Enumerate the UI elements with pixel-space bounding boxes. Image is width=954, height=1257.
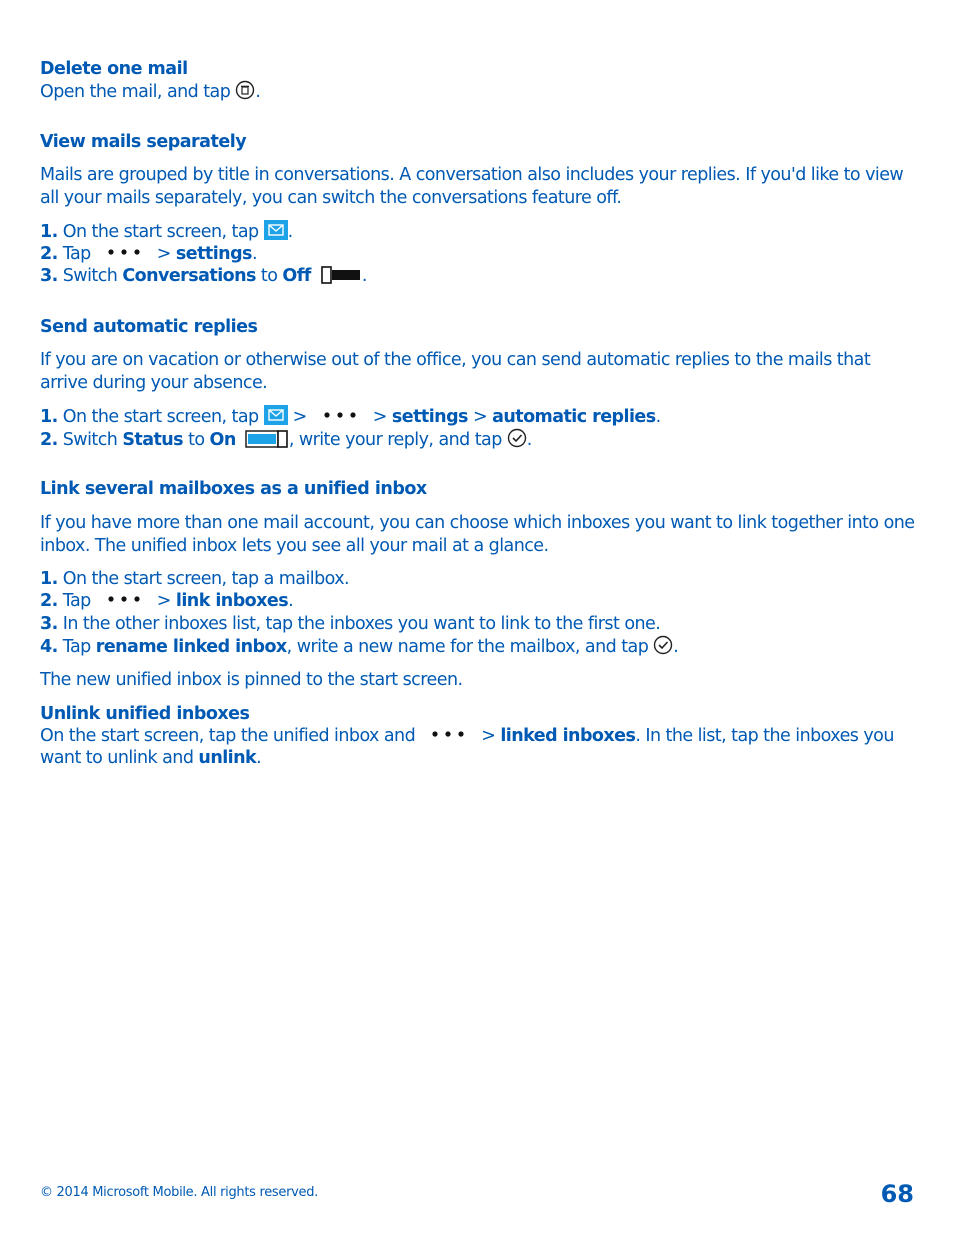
checkmark-icon [653, 635, 673, 655]
settings-link: settings [175, 244, 252, 264]
arrow-separator: > [156, 244, 171, 264]
rename-linked-inbox-label: rename linked inbox [95, 637, 287, 657]
view-step-2 [40, 243, 920, 266]
step-period: . [361, 266, 367, 286]
unlink-text: On the start screen, tap the unified inbox and [40, 726, 416, 746]
auto-step-2 [40, 428, 920, 452]
link-step-2 [40, 590, 920, 613]
step-text: , write a new name for the mailbox, and tap [286, 637, 649, 657]
heading-view-mails-separately: View mails separately [40, 132, 247, 152]
step-period: . [526, 430, 532, 450]
unlink-line-1 [40, 725, 920, 748]
step-period: . [288, 591, 294, 611]
step-period: . [287, 222, 293, 242]
step-text: to [260, 266, 278, 286]
copyright-notice: © 2014 Microsoft Mobile. All rights reserved. [40, 1185, 318, 1200]
step-number: 4. [40, 637, 58, 657]
view-step-3 [40, 265, 920, 288]
heading-link-mailboxes: Link several mailboxes as a unified inbox [40, 479, 427, 499]
unlink-line-2 [40, 747, 920, 770]
step-text: Tap [62, 591, 91, 611]
off-label: Off [282, 266, 311, 286]
heading-unlink-unified-inboxes: Unlink unified inboxes [40, 704, 250, 724]
mail-tile-icon [264, 405, 288, 425]
step-number: 2. [40, 591, 58, 611]
step-number: 2. [40, 244, 58, 264]
arrow-separator: > [292, 407, 307, 427]
heading-send-automatic-replies: Send automatic replies [40, 317, 258, 337]
unlink-text: want to unlink and [40, 748, 194, 768]
status-label: Status [122, 430, 184, 450]
view-step-1 [40, 220, 920, 244]
step-text: Tap [62, 244, 91, 264]
unlink-text: . In the list, tap the inboxes you [635, 726, 894, 746]
arrow-separator: > [372, 407, 387, 427]
link-after-note: The new unified inbox is pinned to the start screen. [40, 670, 463, 690]
step-text: Tap [62, 637, 91, 657]
step-text: to [188, 430, 205, 450]
step-text: Switch [62, 266, 118, 286]
view-paragraph: Mails are grouped by title in conversations. A conversation also includes your replies. If you'd like to view all your mails separately, you can switch the conversations feature off. [40, 165, 904, 208]
link-inboxes-link: link inboxes [175, 591, 289, 611]
linked-inboxes-link: linked inboxes [500, 726, 636, 746]
step-number: 1. [40, 222, 58, 242]
step-period: . [251, 244, 257, 264]
delete-text: Open the mail, and tap [40, 82, 231, 102]
unlink-period: . [256, 748, 262, 768]
toggle-on-icon [245, 430, 289, 448]
toggle-off-icon [320, 266, 362, 284]
arrow-separator: > [156, 591, 171, 611]
more-dots-icon [316, 408, 364, 422]
settings-link: settings [391, 407, 468, 427]
mail-tile-icon [264, 220, 288, 240]
step-text: Switch [62, 430, 118, 450]
link-step-4 [40, 635, 920, 659]
delete-period: . [255, 82, 261, 102]
step-number: 3. [40, 614, 58, 634]
step-text: , write your reply, and tap [288, 430, 502, 450]
delete-instruction [40, 80, 920, 104]
heading-delete-one-mail: Delete one mail [40, 59, 188, 79]
step-number: 3. [40, 266, 58, 286]
step-text: On the start screen, tap [62, 222, 259, 242]
link-paragraph: If you have more than one mail account, you can choose which inboxes you want to link together into one inbox. The unified inbox lets you see all your mail at a glance. [40, 513, 915, 556]
automatic-replies-link: automatic replies [492, 407, 656, 427]
checkmark-icon [507, 428, 527, 448]
step-period: . [655, 407, 661, 427]
step-number: 2. [40, 430, 58, 450]
delete-icon [235, 80, 255, 100]
step-text: On the start screen, tap [62, 407, 259, 427]
step-text: In the other inboxes list, tap the inboxes you want to link to the first one. [62, 614, 661, 634]
step-number: 1. [40, 407, 58, 427]
arrow-separator: > [472, 407, 488, 427]
step-period: . [673, 637, 679, 657]
page-number: 68 [880, 1180, 914, 1208]
step-number: 1. [40, 569, 58, 589]
conversations-label: Conversations [122, 266, 256, 286]
auto-paragraph: If you are on vacation or otherwise out of the office, you can send automatic replies to the mails that arrive during your absence. [40, 350, 871, 393]
link-step-3 [40, 613, 920, 636]
auto-step-1 [40, 405, 920, 429]
arrow-separator: > [481, 726, 496, 746]
unlink-label: unlink [198, 748, 257, 768]
step-text: On the start screen, tap a mailbox. [62, 569, 350, 589]
more-dots-icon [100, 592, 148, 606]
on-label: On [209, 430, 236, 450]
more-dots-icon [424, 727, 472, 741]
more-dots-icon [100, 245, 148, 259]
link-step-1 [40, 568, 920, 591]
